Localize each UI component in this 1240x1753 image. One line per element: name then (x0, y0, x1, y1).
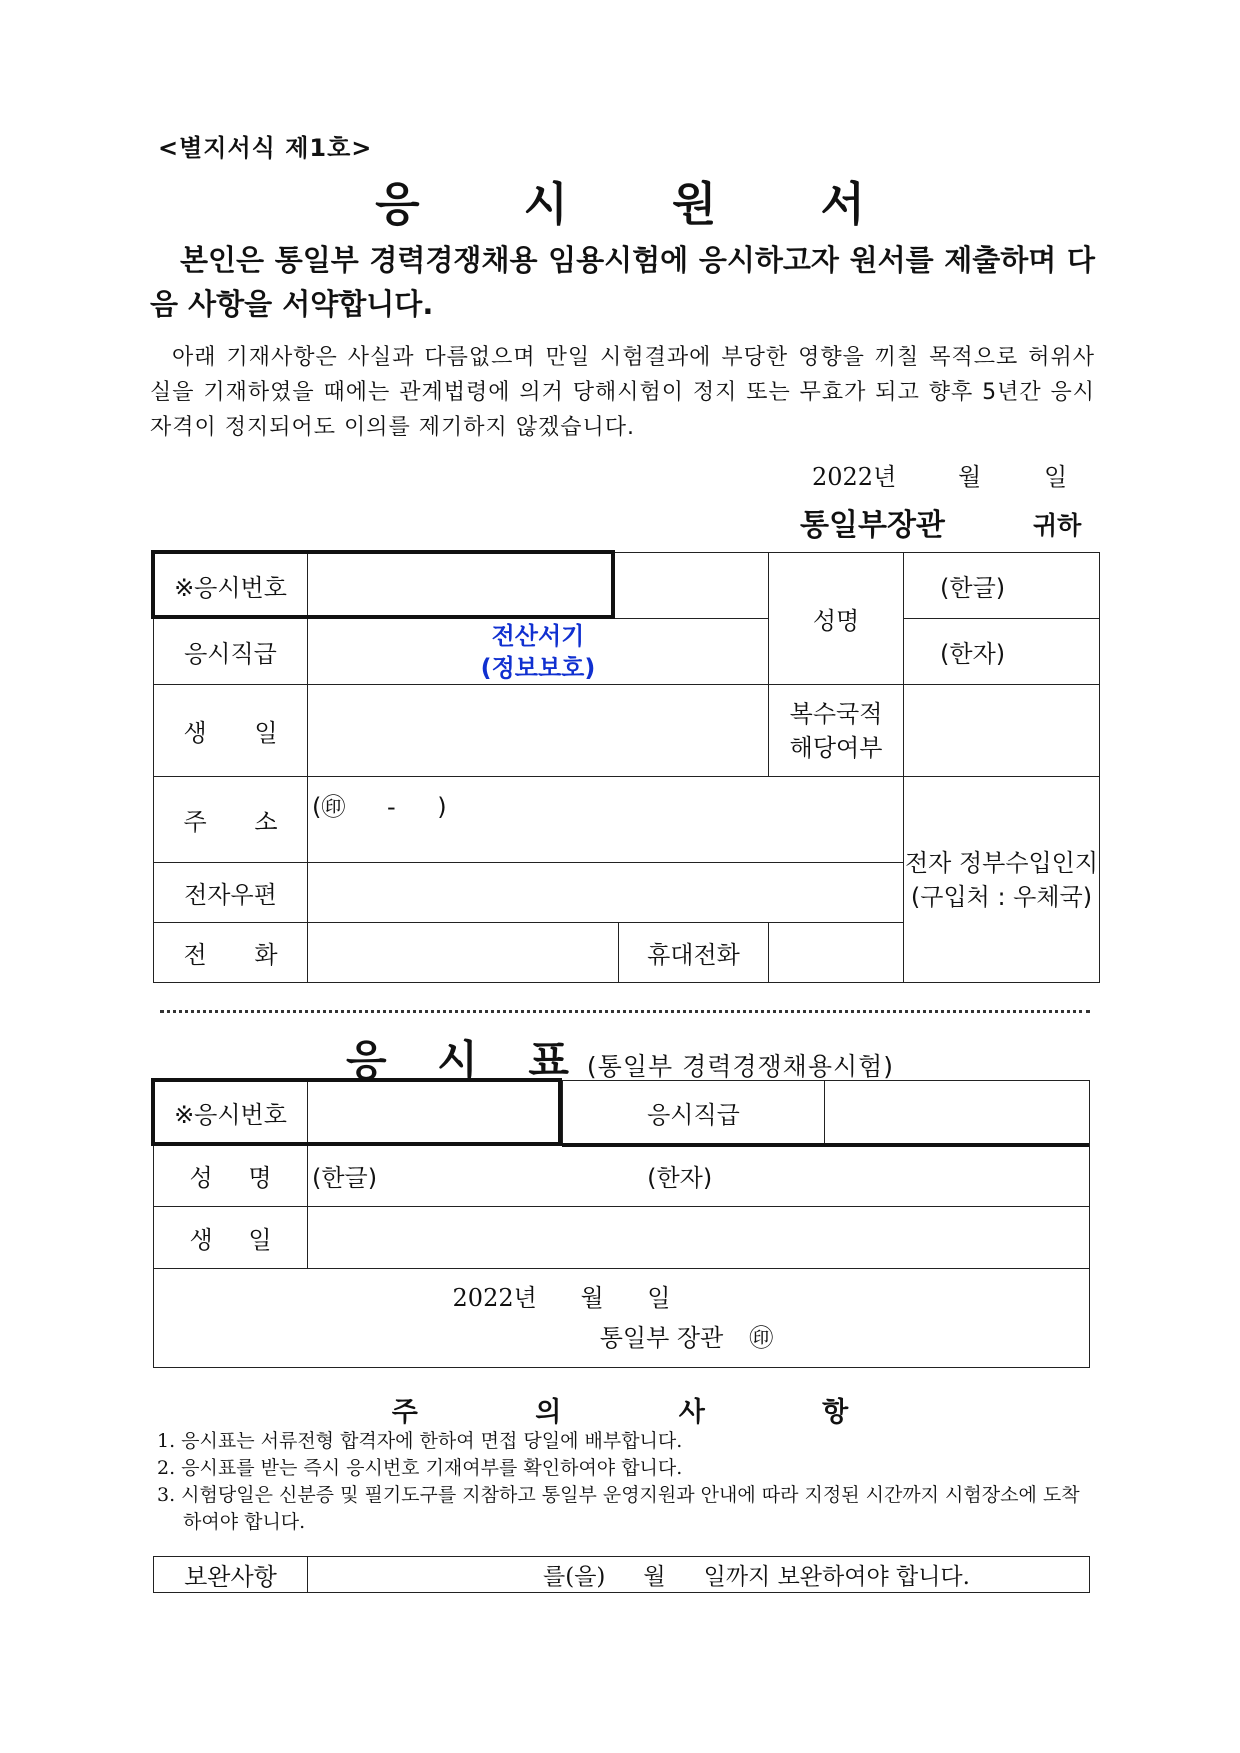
notice-list (157, 1428, 1092, 1536)
form-number: <별지서식 제1호> (158, 134, 373, 162)
pledge-text: 본인은 통일부 경력경쟁채용 임용시험에 응시하고자 원서를 제출하며 다음 사항을 서약합니다. (150, 243, 1095, 321)
ticket-issue-block (154, 1269, 1090, 1368)
name-hangul-field[interactable] (904, 553, 1100, 619)
birth-label: 생 일 (154, 685, 308, 777)
email-label: 전자우편 (154, 863, 308, 923)
notice-item: 2. 응시표를 받는 즉시 응시번호 기재여부를 확인하여야 합니다. (157, 1457, 683, 1479)
notice-item: 1. 응시표는 서류전형 합격자에 한하여 면접 당일에 배부합니다. (157, 1430, 683, 1452)
ticket-birth-field[interactable] (308, 1207, 1090, 1269)
supplement-rest: 일까지 보완하여야 합니다. (703, 1564, 970, 1590)
supplement-month: 월 (643, 1564, 666, 1590)
ticket-issuer (154, 1318, 1089, 1358)
date-day: 일 (1044, 463, 1068, 491)
ticket-table (153, 1080, 1090, 1368)
mobile-label: 휴대전화 (619, 923, 769, 983)
declaration-paragraph: 아래 기재사항은 사실과 다름없으며 만일 시험결과에 부당한 영향을 끼칠 목적으로 허위사실을 기재하였을 때에는 관계법령에 의거 당해시험이 정지 또는 무효가 되고 향후 5년간 응시자격이 정지되어도 이의를 제기하지 않겠습니다. (150, 345, 1095, 440)
ticket-subtitle: (통일부 경력경쟁채용시험) (586, 1052, 895, 1081)
ticket-hanja-label: (한자) (647, 1164, 713, 1192)
ticket-exam-number-label: ※응시번호 (154, 1081, 308, 1145)
supplement-label: 보완사항 (154, 1557, 308, 1593)
supplement-field[interactable] (308, 1557, 1090, 1593)
application-table (153, 552, 1100, 983)
email-field[interactable] (308, 863, 904, 923)
ticket-date-month: 월 (580, 1284, 604, 1312)
date-month: 월 (958, 463, 982, 491)
name-hanja-field[interactable] (904, 619, 1100, 685)
seal-icon: ㊞ (749, 1324, 774, 1352)
ticket-title: 응 시 표 (345, 1036, 587, 1085)
position-value-line1: 전산서기 (491, 621, 585, 650)
ticket-date-year: 2022년 (452, 1284, 537, 1312)
mobile-field[interactable] (769, 923, 904, 983)
exam-number-field[interactable] (308, 553, 769, 619)
dual-nationality-label (769, 685, 904, 777)
ticket-position-label: 응시직급 (563, 1081, 825, 1145)
position-label: 응시직급 (154, 619, 308, 685)
address-label: 주 소 (154, 777, 308, 863)
ticket-birth-label: 생 일 (154, 1207, 308, 1269)
stamp-line1: 전자 정부수입인지 (904, 848, 1099, 877)
form-title: 응 시 원 서 (375, 177, 909, 231)
position-value-line2: (정보보호) (480, 653, 596, 682)
dual-nationality-line1: 복수국적 (789, 699, 883, 728)
honorific: 귀하 (1033, 511, 1082, 540)
dual-nationality-field[interactable] (904, 685, 1100, 777)
exam-number-label: ※응시번호 (154, 553, 308, 619)
ticket-hangul-label: (한글) (312, 1164, 378, 1192)
phone-field[interactable] (308, 923, 619, 983)
birth-field[interactable] (308, 685, 769, 777)
ticket-minister: 통일부 장관 (599, 1324, 724, 1352)
supplement-table (153, 1556, 1090, 1593)
ticket-header-bottom-rule (562, 1143, 1089, 1147)
ticket-date-day: 일 (647, 1284, 671, 1312)
ticket-date (154, 1278, 1089, 1318)
date-year: 2022년 (812, 463, 897, 491)
dual-nationality-line2: 해당여부 (789, 733, 883, 762)
notice-title: 주 의 사 항 (391, 1397, 903, 1428)
address-field[interactable] (308, 777, 904, 863)
stamp-line2: (구입처 : 우체국) (910, 882, 1093, 911)
hangul-label: (한글) (940, 574, 1006, 602)
ticket-heading (0, 1028, 1240, 1088)
notice-item: 3. 시험당일은 신분증 및 필기도구를 지참하고 통일부 운영지원과 안내에 따라 지정된 시간까지 시험장소에 도착하여야 합니다. (157, 1484, 1080, 1533)
postal-code-prefix: (㊞ - ) (312, 793, 447, 821)
cut-line (160, 1010, 1090, 1013)
name-label: 성명 (769, 553, 904, 685)
phone-label: 전 화 (154, 923, 308, 983)
ticket-name-field[interactable] (308, 1145, 1090, 1207)
supplement-particle: 를(을) (543, 1564, 606, 1590)
addressee: 통일부장관 (800, 508, 945, 543)
hanja-label: (한자) (940, 640, 1006, 668)
revenue-stamp-box (904, 777, 1100, 983)
ticket-exam-number-field[interactable] (308, 1081, 563, 1145)
position-value (308, 619, 769, 685)
ticket-name-label: 성 명 (154, 1145, 308, 1207)
ticket-position-field[interactable] (825, 1081, 1090, 1145)
